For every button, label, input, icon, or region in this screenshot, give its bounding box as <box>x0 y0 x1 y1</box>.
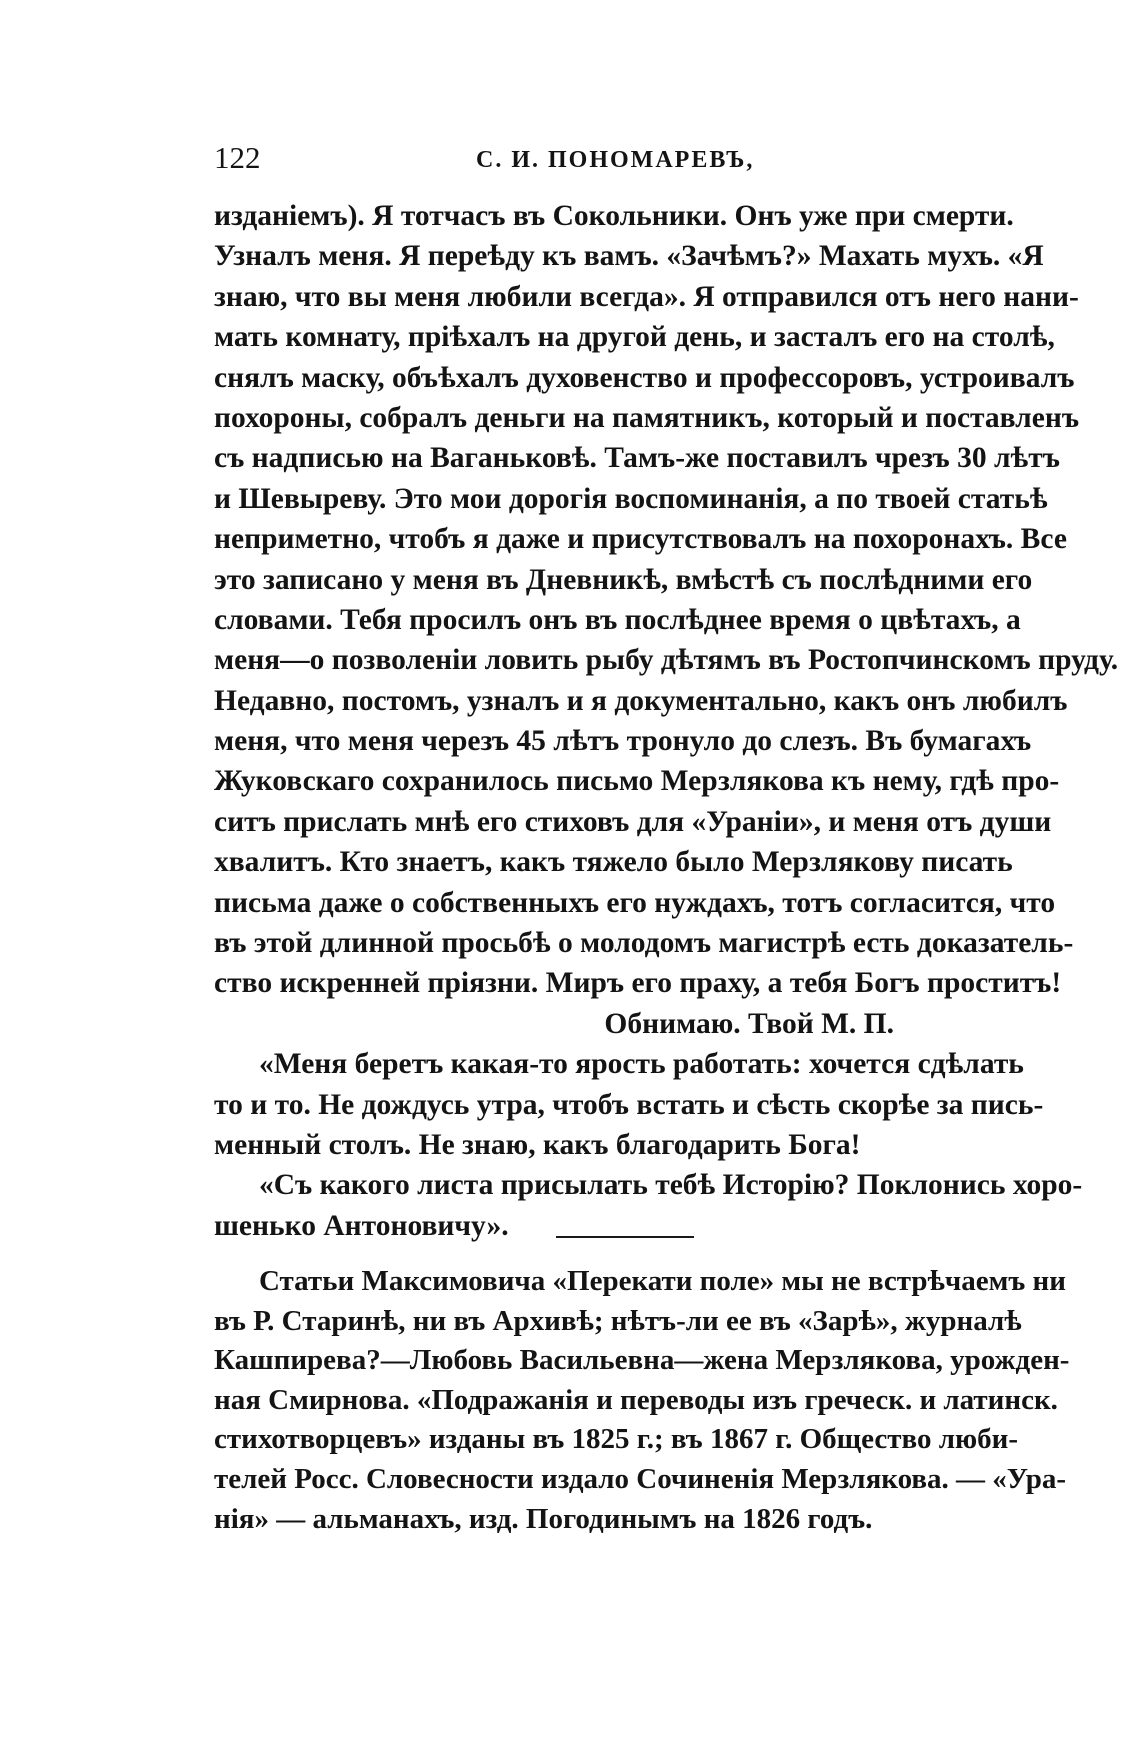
letter-body <box>214 196 1119 1246</box>
note-line: телей Росс. Словесности издало Сочиненія Мерзлякова. — «Ура- <box>214 1462 1066 1495</box>
paragraph-line: «Съ какого листа присылать тебѣ Исторію? Поклонись хоро- <box>259 1169 1083 1202</box>
running-title: С. И. ПОНОМАРЕВЪ, <box>476 147 755 173</box>
text-line: снялъ маску, объѣхалъ духовенство и профессоровъ, устроивалъ <box>214 361 1075 394</box>
text-line: меня, что меня черезъ 45 лѣтъ тронуло до слезъ. Въ бумагахъ <box>214 725 1032 758</box>
text-line: Недавно, постомъ, узналъ и я документально, какъ онъ любилъ <box>214 684 1068 717</box>
note-line: Статьи Максимовича «Перекати поле» мы не встрѣчаемъ ни <box>259 1265 1066 1297</box>
text-line: неприметно, чтобъ я даже и присутствовалъ на похоронахъ. Все <box>214 523 1067 556</box>
text-line: и Шевыреву. Это мои дорогія воспоминанія, а по твоей статьѣ <box>214 482 1048 515</box>
paragraph-line: «Меня беретъ какая-то ярость работать: хочется сдѣлать <box>259 1048 1024 1081</box>
letter-signature: Обнимаю. Твой М. П. <box>604 1007 894 1040</box>
page-number: 122 <box>214 140 261 175</box>
note-line: стихотворцевъ» изданы въ 1825 г.; въ 1867 г. Общество люби- <box>214 1423 1018 1456</box>
text-line: письма даже о собственныхъ его нуждахъ, тотъ согласится, что <box>214 886 1056 919</box>
running-head <box>214 138 994 178</box>
text-line: ситъ прислать мнѣ его стиховъ для «Ураніи», и меня отъ души <box>214 805 1052 838</box>
text-line: словами. Тебя просилъ онъ въ послѣднее время о цвѣтахъ, а <box>214 603 1021 636</box>
text-line: знаю, что вы меня любили всегда». Я отправился отъ него нани- <box>214 280 1079 313</box>
section-divider <box>556 1236 694 1238</box>
note-line: Кашпирева?—Любовь Васильевна—жена Мерзлякова, урожден- <box>214 1344 1070 1377</box>
note-line: въ Р. Старинѣ, ни въ Архивѣ; нѣтъ-ли ее въ «Зарѣ», журналѣ <box>214 1304 1022 1337</box>
text-line: Жуковскаго сохранилось письмо Мерзлякова къ нему, гдѣ про- <box>214 765 1060 798</box>
text-line: похороны, собралъ деньги на памятникъ, который и поставленъ <box>214 401 1080 434</box>
text-line: ство искренней пріязни. Миръ его праху, а тебя Богъ проститъ! <box>214 967 1062 1000</box>
text-line: это записано у меня въ Дневникѣ, вмѣстѣ съ послѣдними его <box>214 563 1033 596</box>
text-line: въ этой длинной просьбѣ о молодомъ магистрѣ есть доказатель- <box>214 927 1074 960</box>
text-line: изданіемъ). Я тотчасъ въ Сокольники. Онъ уже при смерти. <box>214 200 1014 232</box>
text-line: съ надписью на Ваганьковѣ. Тамъ-же поставилъ чрезъ 30 лѣтъ <box>214 442 1060 475</box>
note-line: ная Смирнова. «Подражанія и переводы изъ греческ. и латинск. <box>214 1383 1058 1416</box>
paragraph-line: то и то. Не дождусь утра, чтобъ встать и сѣсть скорѣе за пись- <box>214 1088 1044 1121</box>
text-line: Узналъ меня. Я переѣду къ вамъ. «Зачѣмъ?» Махать мухъ. «Я <box>214 240 1044 273</box>
paragraph-line: менный столъ. Не знаю, какъ благодарить Бога! <box>214 1128 861 1161</box>
text-line: меня—о позволеніи ловить рыбу дѣтямъ въ Ростопчинскомъ пруду. <box>214 644 1119 677</box>
text-line: мать комнату, пріѣхалъ на другой день, и засталъ его на столѣ, <box>214 321 1055 354</box>
paragraph-line: шенько Антоновичу». <box>214 1209 509 1242</box>
text-line: хвалитъ. Кто знаетъ, какъ тяжело было Мерзлякову писать <box>214 846 1013 879</box>
editorial-note <box>214 1262 1070 1539</box>
note-line: нія» — альманахъ, изд. Погодинымъ на 1826 годъ. <box>214 1502 873 1535</box>
